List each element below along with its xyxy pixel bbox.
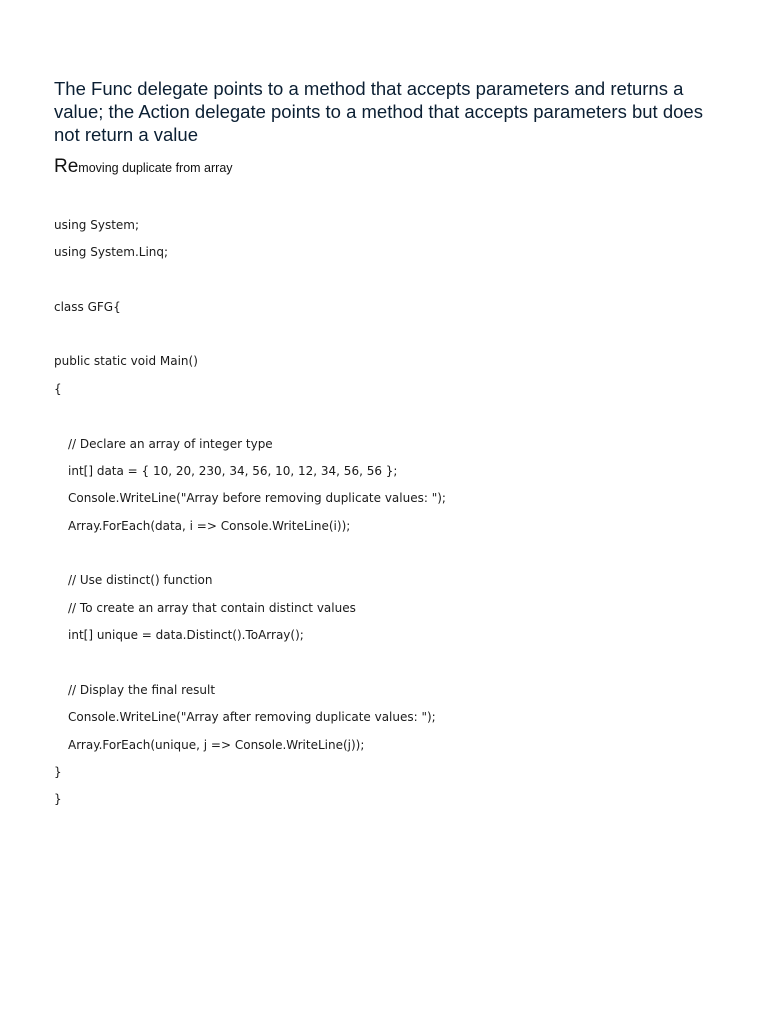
code-line: using System; <box>54 218 140 232</box>
section-subheading <box>54 156 233 178</box>
code-line: Console.WriteLine("Array after removing duplicate values: "); <box>68 710 436 724</box>
code-line: using System.Linq; <box>54 245 169 259</box>
code-line: } <box>54 792 62 806</box>
code-line: } <box>54 765 62 779</box>
code-line: // Declare an array of integer type <box>68 437 273 451</box>
code-line: // To create an array that contain distinct values <box>68 601 356 615</box>
code-line: class GFG{ <box>54 300 121 314</box>
code-line: // Display the final result <box>68 683 216 697</box>
code-line: public static void Main() <box>54 354 198 368</box>
page-heading: The Func delegate points to a method that accepts parameters and returns a value; the Action delegate points to a method that accepts parameters but does not return a value <box>54 78 703 145</box>
subheading-prefix: Re <box>54 156 79 177</box>
subheading-rest: moving duplicate from array <box>78 161 233 175</box>
code-line: Array.ForEach(data, i => Console.WriteLine(i)); <box>68 519 351 533</box>
code-line: Console.WriteLine("Array before removing duplicate values: "); <box>68 491 446 505</box>
code-line: int[] data = { 10, 20, 230, 34, 56, 10, 12, 34, 56, 56 }; <box>68 464 398 478</box>
code-line: int[] unique = data.Distinct().ToArray(); <box>68 628 304 642</box>
code-line: { <box>54 382 62 396</box>
code-line: Array.ForEach(unique, j => Console.WriteLine(j)); <box>68 738 365 752</box>
code-line: // Use distinct() function <box>68 573 213 587</box>
